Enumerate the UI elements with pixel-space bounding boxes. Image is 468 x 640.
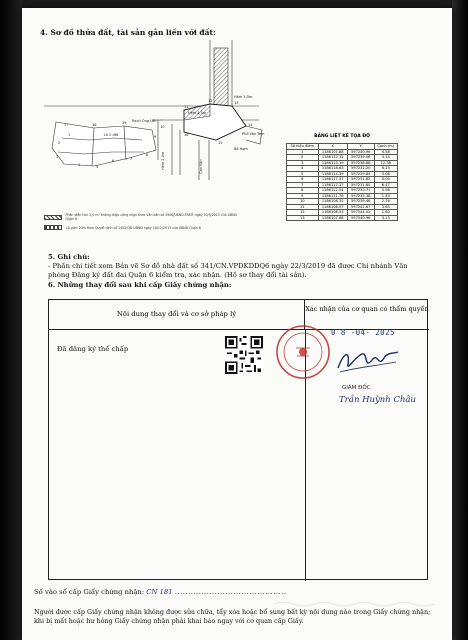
coord-header-edge: Cạnh (m) xyxy=(374,144,397,150)
coord-cell: 597233.71 xyxy=(347,188,374,194)
plan-label-pho: Phố Vân Tâm xyxy=(242,132,265,136)
coord-cell: 597239.06 xyxy=(347,155,374,161)
coord-cell: 2.76 xyxy=(374,199,397,205)
coord-row xyxy=(287,215,398,221)
coord-cell: 597244.02 xyxy=(347,210,374,216)
coord-cell: 597239.46 xyxy=(347,199,374,205)
scan-edge-left xyxy=(0,0,22,640)
guilloche-pattern xyxy=(274,600,434,608)
svg-text:17: 17 xyxy=(64,123,69,127)
legend-row xyxy=(44,225,244,230)
register-number: 181 xyxy=(159,588,173,596)
certificate-page xyxy=(22,8,452,640)
svg-text:13: 13 xyxy=(234,101,239,105)
coord-cell: 1186117.37 xyxy=(318,182,347,188)
coordinate-table xyxy=(286,134,398,221)
coord-cell: 11 xyxy=(287,204,319,210)
coord-cell: 9 xyxy=(287,193,319,199)
changes-header-content: Nội dung thay đổi và cơ sở pháp lý xyxy=(49,300,305,330)
mortgage-entry: Đã đăng ký thế chấp xyxy=(57,345,129,353)
coordinate-table-caption: BẢNG LIỆT KÊ TỌA ĐỘ xyxy=(314,134,370,139)
coord-cell: 5.98 xyxy=(374,188,397,194)
section4-title: 4. Sơ đồ thửa đất, tài sản gắn liền với đất: xyxy=(40,28,216,37)
coord-cell: 1 xyxy=(287,149,319,155)
coord-header-y: Y xyxy=(347,144,374,150)
legend-text-1: Phần diện tích 2,0 m² không được công nhận theo Văn bản số 3906/UBND-TNMT ngày 10/5/2012 của UBND Quận 6 xyxy=(65,213,237,221)
footer-note: Người được cấp Giấy chứng nhận không được sửa chữa, tẩy xóa hoặc bổ sung bất kỳ nội dung nào trong Giấy chứng nhận; khi bị mất hoặc hư hỏng Giấy chứng nhận phải khai báo ngay với cơ quan cấp Giấy. xyxy=(34,608,431,625)
coord-cell: 6.25 xyxy=(374,166,397,172)
signature xyxy=(334,342,404,378)
coord-cell: 5 xyxy=(287,171,319,177)
register-line: Số vào sổ cấp Giấy chứng nhận: CN 181 .......................................... xyxy=(34,588,287,596)
svg-text:4: 4 xyxy=(78,163,81,167)
qr-code xyxy=(225,336,263,374)
coord-cell: 6 xyxy=(287,177,319,183)
section5-text: - Phần chi tiết xem Bản vẽ Sơ đồ nhà đất số 341/CN.VPDKDDQ6 ngày 22/3/2019 đã được Chi nhánh Văn phòng Đăng ký đất đai Quận 6 kiểm tra, xác nhận. (Hồ sơ thay đổi tài sản). xyxy=(48,262,408,279)
coord-cell: 1186114.39 xyxy=(318,171,347,177)
coord-cell: 3.08 xyxy=(374,171,397,177)
coord-cell: 597231.85 xyxy=(347,182,374,188)
coord-cell: 8 xyxy=(287,188,319,194)
coord-cell: 1186118.63 xyxy=(318,166,347,172)
coord-cell: 597240.96 xyxy=(347,215,374,221)
coord-cell: 1186107.88 xyxy=(318,149,347,155)
svg-text:3: 3 xyxy=(56,155,59,159)
land-plot-diagram xyxy=(34,40,274,200)
coord-cell: 6.47 xyxy=(374,182,397,188)
coord-cell: 597229.84 xyxy=(347,171,374,177)
scan-edge-right xyxy=(452,0,468,640)
coord-cell: 4.58 xyxy=(374,149,397,155)
coord-cell: 1186112.54 xyxy=(318,188,347,194)
svg-text:12: 12 xyxy=(208,99,213,103)
plan-label-cao-van: Cao Văn xyxy=(199,159,203,174)
svg-text:9: 9 xyxy=(154,135,157,139)
svg-text:1: 1 xyxy=(68,133,71,137)
register-label: Số vào sổ cấp Giấy chứng nhận: xyxy=(34,588,145,596)
plan-label-ba-hom: Bà Hom xyxy=(234,147,248,151)
coord-cell: 1186108.53 xyxy=(318,210,347,216)
coord-header-point: Số hiệu điểm xyxy=(287,144,319,150)
coord-cell: 597238.88 xyxy=(347,160,374,166)
changes-header-authority: Xác nhận của cơ quan có thẩm quyền xyxy=(305,300,429,330)
plan-label-rach: Rạch Ông Lớn xyxy=(132,119,157,123)
coord-cell: 7 xyxy=(287,182,319,188)
section6-title: 6. Những thay đổi sau khi cấp Giấy chứng nhận: xyxy=(48,281,232,289)
coord-cell: 12.38 xyxy=(374,160,397,166)
svg-text:10: 10 xyxy=(160,125,165,129)
coord-cell: 12 xyxy=(287,210,319,216)
section5-title: 5. Ghi chú: xyxy=(48,253,90,261)
svg-text:19: 19 xyxy=(122,121,127,125)
confirmation-date: 0 8 -04- 2025 xyxy=(331,328,395,337)
section5 xyxy=(48,253,428,290)
coord-cell: 1186111.76 xyxy=(318,193,347,199)
coord-cell: 597240.96 xyxy=(347,149,374,155)
register-prefix: CN xyxy=(146,588,158,596)
plan-label-lo-2: Lô 2 đất xyxy=(104,133,119,137)
coord-cell: 1186115.19 xyxy=(318,160,347,166)
coord-cell: 1.60 xyxy=(374,210,397,216)
changes-table xyxy=(48,299,428,580)
hatch-swatch xyxy=(44,215,62,220)
dash-swatch xyxy=(44,225,62,230)
plan-label-hem-a: Hẻm 3,0m xyxy=(234,95,253,99)
coord-cell: 2 xyxy=(287,155,319,161)
coord-cell: 3.13 xyxy=(374,215,397,221)
svg-text:15: 15 xyxy=(218,141,223,145)
coord-cell: 597232.20 xyxy=(347,166,374,172)
legend-text-2: Lộ giới: 20m theo Quyết định số 1402/QĐ-UBND ngày 18/12/2013 của UBND Quận 6 xyxy=(66,225,201,230)
legend-row xyxy=(44,213,244,221)
plan-legend xyxy=(44,213,244,234)
director-title: GIÁM ĐỐC xyxy=(342,385,371,391)
svg-text:7: 7 xyxy=(130,157,133,161)
coord-cell: 13 xyxy=(287,215,319,221)
svg-text:2: 2 xyxy=(58,141,61,145)
coord-row xyxy=(287,160,398,166)
svg-text:14: 14 xyxy=(248,123,253,127)
svg-text:11: 11 xyxy=(184,105,189,109)
svg-text:8: 8 xyxy=(146,153,149,157)
plan-label-hem-c: Hẻm 2,0m xyxy=(161,151,165,170)
coord-cell: 597241.67 xyxy=(347,204,374,210)
coord-cell: 597235.38 xyxy=(347,193,374,199)
coord-cell: 1.43 xyxy=(374,193,397,199)
coord-cell: 597231.82 xyxy=(347,177,374,183)
coord-cell: 3.65 xyxy=(374,204,397,210)
svg-text:5: 5 xyxy=(96,165,99,169)
coord-cell: 3.14 xyxy=(374,155,397,161)
official-seal xyxy=(275,324,331,380)
coord-header-x: X xyxy=(318,144,347,150)
coord-cell: 3 xyxy=(287,160,319,166)
coord-cell: 1186108.97 xyxy=(318,204,347,210)
svg-text:16: 16 xyxy=(184,133,189,137)
plan-label-hem-b: Hẻm 4,5m xyxy=(188,111,207,115)
coord-cell: 4 xyxy=(287,166,319,172)
svg-text:6: 6 xyxy=(112,159,115,163)
coord-cell: 10 xyxy=(287,199,319,205)
svg-text:18: 18 xyxy=(92,123,97,127)
signer-name: Trần Huỳnh Châu xyxy=(339,395,416,405)
coord-cell: 1186112.12 xyxy=(318,155,347,161)
coord-cell: 1186117.37 xyxy=(318,177,347,183)
coord-cell: 0.04 xyxy=(374,177,397,183)
coord-cell: 1186108.32 xyxy=(318,199,347,205)
coord-cell: 1186107.88 xyxy=(318,215,347,221)
